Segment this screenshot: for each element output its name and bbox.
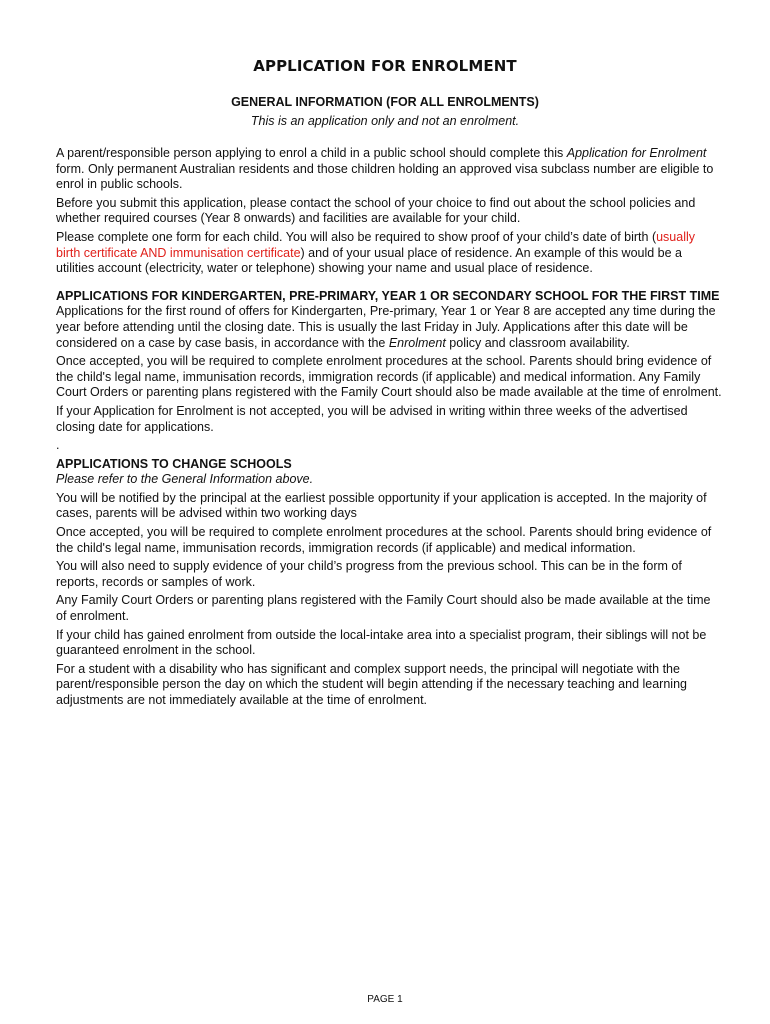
kindergarten-paragraph-3: If your Application for Enrolment is not accepted, you will be advised in writing within three weeks of the advertised closing date for applications. [56, 403, 688, 434]
change-paragraph-1: You will be notified by the principal at the earliest possible opportunity if your application is accepted. In the majority of cases, parents will be advised within two working days [56, 490, 707, 521]
kindergarten-p1-text-b: policy and classroom availability. [445, 335, 630, 350]
general-p3-text-b: ) and of your usual place of residence. An example of this would be a utilities account (electricity, water or telephone) showing your name and usual place of residence. [56, 245, 683, 276]
change-paragraph-5: If your child has gained enrolment from outside the local-intake area into a specialist program, their siblings will not be guaranteed enrolment in the school. [56, 627, 707, 658]
change-schools-section-heading: APPLICATIONS TO CHANGE SCHOOLS [56, 456, 292, 471]
general-p1-text-b: form. Only permanent Australian residents and those children holding an approved visa subclass number are eligible to enrol in public schools. [56, 161, 714, 192]
kindergarten-paragraph-2: Once accepted, you will be required to complete enrolment procedures at the school. Parents should bring evidence of the child's legal name, immunisation records, immigration records (if applicable) and medical information. Any Family Court Orders or parenting plans registered with the Family Court should also be made available at the time of enrolment. [56, 354, 722, 400]
kindergarten-paragraph-1 [56, 304, 722, 351]
general-p3-text-a: Please complete one form for each child. You will also be required to show proof of your child’s date of birth ( [56, 229, 657, 244]
change-paragraph-6: For a student with a disability who has significant and complex support needs, the principal will negotiate with the parent/responsible person the day on which the student will begin attending if the necessary teaching and learning adjustments are not immediately available at the time of enrolment. [56, 661, 687, 707]
general-info-heading: GENERAL INFORMATION (FOR ALL ENROLMENTS) [231, 95, 539, 109]
enrolment-policy-emphasis: Enrolment [388, 335, 446, 350]
change-paragraph-4: Any Family Court Orders or parenting plans registered with the Family Court should also be made available at the time of enrolment. [56, 593, 711, 624]
stray-period: . [56, 438, 60, 453]
general-p1-text-a: A parent/responsible person applying to enrol a child in a public school should complete this [56, 146, 567, 160]
general-paragraph-1 [56, 146, 722, 193]
application-note: This is an application only and not an enrolment. [250, 114, 520, 128]
document-body [56, 146, 722, 712]
required-certificates-highlight: usually birth certificate AND immunisation certificate [56, 229, 696, 260]
kindergarten-section-heading: APPLICATIONS FOR KINDERGARTEN, PRE-PRIMARY, YEAR 1 OR SECONDARY SCHOOL FOR THE FIRST TIME [56, 288, 720, 303]
general-paragraph-2: Before you submit this application, please contact the school of your choice to find out about the school policies and whether required courses (Year 8 onwards) and facilities are available for your child. [56, 195, 696, 226]
kindergarten-p1-text-a: Applications for the first round of offers for Kindergarten, Pre-primary, Year 1 or Year 8 are accepted any time during the year before attending until the closing date. This is usually the last Friday in July. Applications after this date will be considered on a case by case basis, in accordance with the [56, 304, 716, 350]
page-title: APPLICATION FOR ENROLMENT [253, 57, 517, 75]
change-paragraph-2: Once accepted, you will be required to complete enrolment procedures at the school. Parents should bring evidence of the child's legal name, immunisation records, immigration records (if applicable) and medical information. [56, 525, 712, 555]
change-schools-note-text: Please refer to the General Information above. [56, 472, 314, 487]
form-name-emphasis: Application for Enrolment [566, 146, 707, 160]
page-number: PAGE 1 [367, 994, 403, 1005]
general-paragraph-3 [56, 230, 722, 277]
change-paragraph-3: You will also need to supply evidence of your child’s progress from the previous school. This can be in the form of reports, records or samples of work. [56, 559, 682, 589]
change-schools-note [56, 472, 722, 488]
